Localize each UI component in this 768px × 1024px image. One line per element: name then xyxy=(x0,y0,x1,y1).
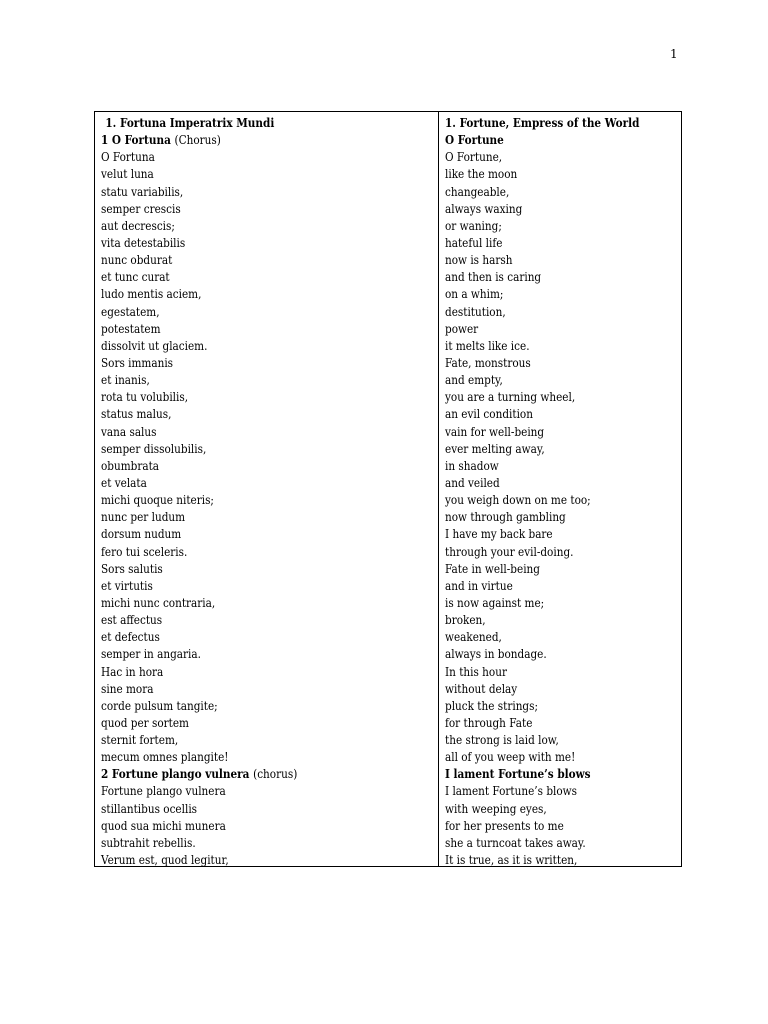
verse-line: dissolvit ut glaciem. xyxy=(101,338,208,353)
verse-line: hateful life xyxy=(445,235,503,250)
verse-line: semper crescis xyxy=(101,201,181,216)
verse-block-latin-1 xyxy=(101,149,438,766)
verse-line: ludo mentis aciem, xyxy=(101,287,202,302)
verse-line: for through Fate xyxy=(445,715,533,730)
verse-line: pluck the strings; xyxy=(445,698,539,713)
verse-line: Fate in well-being xyxy=(445,561,540,576)
verse-line: obumbrata xyxy=(101,458,160,473)
verse-line: Sors salutis xyxy=(101,561,163,576)
verse-line: velut luna xyxy=(101,167,154,182)
movement-title: 1 O Fortuna xyxy=(101,133,171,148)
verse-line: you weigh down on me too; xyxy=(445,493,591,508)
verse-line: nunc per ludum xyxy=(101,510,186,525)
lyrics-table xyxy=(94,111,682,867)
movement-title: 2 Fortune plango vulnera xyxy=(101,767,250,782)
verse-line: et tunc curat xyxy=(101,270,170,285)
verse-line: It is true, as it is written, xyxy=(445,853,578,866)
verse-line: michi nunc contraria, xyxy=(101,595,216,610)
movement-heading-english-2: I lament Fortune’s blows xyxy=(445,767,591,782)
verse-line: an evil condition xyxy=(445,407,533,422)
verse-line: corde pulsum tangite; xyxy=(101,698,218,713)
latin-column xyxy=(95,112,439,866)
verse-line: nunc obdurat xyxy=(101,253,173,268)
verse-line: and empty, xyxy=(445,373,503,388)
verse-line: fero tui sceleris. xyxy=(101,544,188,559)
verse-block-english-2 xyxy=(445,783,681,866)
verse-line: Hac in hora xyxy=(101,664,164,679)
verse-line: through your evil-doing. xyxy=(445,544,574,559)
verse-line: always in bondage. xyxy=(445,647,547,662)
verse-line: with weeping eyes, xyxy=(445,801,547,816)
verse-line: without delay xyxy=(445,681,518,696)
movement-note: (Chorus) xyxy=(174,133,221,148)
verse-line: sine mora xyxy=(101,681,154,696)
verse-line: Fortune plango vulnera xyxy=(101,784,226,799)
section-heading-latin: 1. Fortuna Imperatrix Mundi xyxy=(105,116,275,130)
verse-line: mecum omnes plangite! xyxy=(101,750,229,765)
verse-line: et inanis, xyxy=(101,373,150,388)
page-number: 1 xyxy=(670,47,678,61)
verse-line: rota tu volubilis, xyxy=(101,390,189,405)
verse-line: for her presents to me xyxy=(445,818,564,833)
movement-note: (chorus) xyxy=(253,767,298,782)
verse-line: Sors immanis xyxy=(101,355,174,370)
verse-line: vana salus xyxy=(101,424,157,439)
verse-line: changeable, xyxy=(445,184,510,199)
verse-line: now is harsh xyxy=(445,253,513,268)
verse-line: et virtutis xyxy=(101,578,153,593)
verse-line: vita detestabilis xyxy=(101,235,186,250)
verse-line: I lament Fortune’s blows xyxy=(445,784,577,799)
verse-line: semper in angaria. xyxy=(101,647,201,662)
verse-line: est affectus xyxy=(101,613,163,628)
verse-line: potestatem xyxy=(101,321,161,336)
verse-line: it melts like ice. xyxy=(445,338,530,353)
verse-line: and then is caring xyxy=(445,270,542,285)
verse-line: and veiled xyxy=(445,475,500,490)
verse-line: Verum est, quod legitur, xyxy=(101,853,229,866)
verse-line: broken, xyxy=(445,613,486,628)
verse-line: Fate, monstrous xyxy=(445,355,531,370)
verse-line: and in virtue xyxy=(445,578,513,593)
verse-line: destitution, xyxy=(445,304,506,319)
movement-heading-latin-2 xyxy=(101,766,398,783)
verse-line: O Fortune, xyxy=(445,150,503,165)
verse-line: semper dissolubilis, xyxy=(101,441,207,456)
verse-line: you are a turning wheel, xyxy=(445,390,576,405)
verse-line: weakened, xyxy=(445,630,502,645)
verse-line: status malus, xyxy=(101,407,172,422)
verse-line: aut decrescis; xyxy=(101,218,175,233)
verse-line: In this hour xyxy=(445,664,507,679)
verse-line: all of you weep with me! xyxy=(445,750,576,765)
verse-line: quod sua michi munera xyxy=(101,818,226,833)
verse-line: in shadow xyxy=(445,458,499,473)
verse-line: I have my back bare xyxy=(445,527,553,542)
verse-block-latin-2 xyxy=(101,783,438,866)
movement-heading-latin-1 xyxy=(101,132,398,149)
english-column xyxy=(439,112,681,866)
verse-line: quod per sortem xyxy=(101,715,189,730)
verse-line: ever melting away, xyxy=(445,441,545,456)
verse-line: or waning; xyxy=(445,218,502,233)
verse-line: stillantibus ocellis xyxy=(101,801,198,816)
verse-line: michi quoque niteris; xyxy=(101,493,214,508)
verse-line: always waxing xyxy=(445,201,523,216)
verse-block-english-1 xyxy=(445,149,681,766)
verse-line: on a whim; xyxy=(445,287,504,302)
verse-line: sternit fortem, xyxy=(101,733,179,748)
verse-line: now through gambling xyxy=(445,510,566,525)
verse-line: like the moon xyxy=(445,167,518,182)
section-heading-english: 1. Fortune, Empress of the World xyxy=(445,116,640,130)
verse-line: egestatem, xyxy=(101,304,160,319)
verse-line: the strong is laid low, xyxy=(445,733,559,748)
movement-heading-english-1: O Fortune xyxy=(445,133,504,148)
verse-line: dorsum nudum xyxy=(101,527,182,542)
verse-line: is now against me; xyxy=(445,595,545,610)
verse-line: she a turncoat takes away. xyxy=(445,835,586,850)
verse-line: et defectus xyxy=(101,630,160,645)
verse-line: vain for well-being xyxy=(445,424,545,439)
verse-line: O Fortuna xyxy=(101,150,155,165)
verse-line: statu variabilis, xyxy=(101,184,184,199)
verse-line: subtrahit rebellis. xyxy=(101,835,196,850)
verse-line: power xyxy=(445,321,479,336)
verse-line: et velata xyxy=(101,475,147,490)
